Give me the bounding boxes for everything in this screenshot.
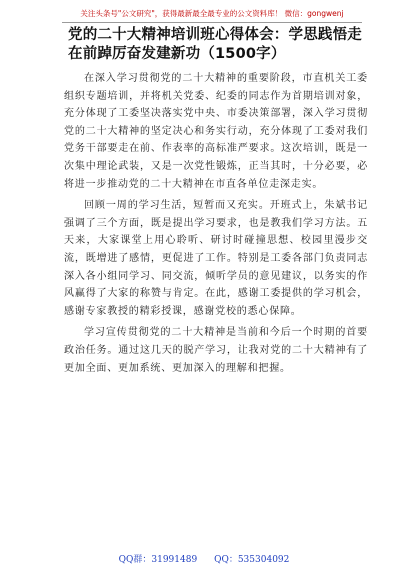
footer-contacts [0,552,408,565]
document-body [64,70,368,381]
footer-qq-group: QQ群：31991489 [118,555,198,565]
header-notice: 关注头条号"公文研究"，获得最新最全最专业的公文资料库！ 微信：gongwenj [62,8,362,23]
paragraph-1: 在深入学习贯彻党的二十大精神的重要阶段，市直机关工委组织专题培训，并将机关党委、纪委的同志作为首期培训对象，充分体现了工委坚决落实党中央、市委决策部署，深入学习贯彻党的二十大精神的坚定决心和务实行动，充分体现了工委对我们党务干部要走在前、作表率的高标准严要求。这次培训，既是一次集中理论武装，又是一次党性锻炼，正当其时，十分必要，必将进一步推动党的二十大精神在市直各单位走深走实。 [64,73,368,190]
document-title: 党的二十大精神培训班心得体会：学思践悟走在前踔厉奋发建新功（1500字） [68,27,362,62]
paragraph-3: 学习宣传贯彻党的二十大精神是当前和今后一个时期的首要政治任务。通过这几天的脱产学习，让我对党的二十大精神有了更加全面、更加系统、更加深入的理解和把握。 [64,327,368,374]
paragraph-2: 回顾一周的学习生活，短暂而又充实。开班式上，朱斌书记强调了三个方面，既是提出学习要求，也是教我们学习方法。五天来，大家课堂上用心聆听、研讨时碰撞思想、校园里漫步交流，既增进了感情，更促进了工作。特别是工委各部门负责同志深入各小组同学习、同交流，倾听学员的意见建议，以务实的作风赢得了大家的称赞与肯定。在此，感谢工委提供的学习机会，感谢专家教授的精彩授课，感谢党校的悉心保障。 [64,200,368,317]
footer-qq: QQ：535304092 [214,555,290,565]
